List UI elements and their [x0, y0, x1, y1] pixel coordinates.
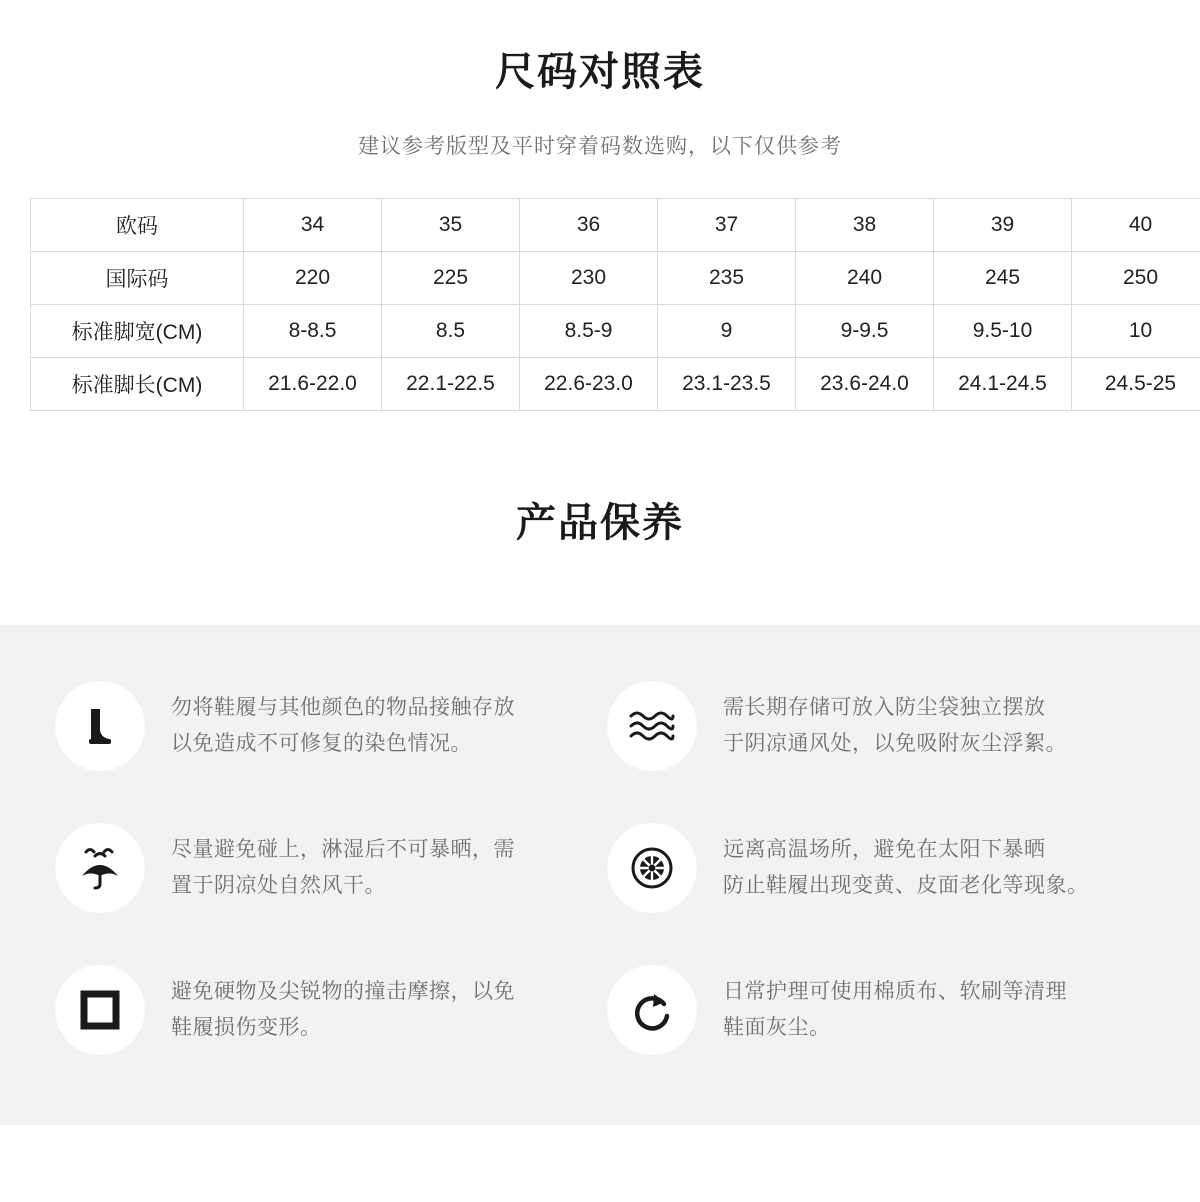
- care-title: 产品保养: [516, 501, 684, 545]
- table-cell: 8.5: [382, 305, 520, 358]
- table-row: [31, 199, 1200, 252]
- square-impact-icon: [55, 965, 145, 1055]
- table-cell: 9.5-10: [934, 305, 1072, 358]
- table-row: [31, 252, 1200, 305]
- waves-icon: [607, 681, 697, 771]
- care-text: [723, 974, 1067, 1046]
- table-cell: 23.6-24.0: [796, 358, 934, 411]
- table-cell: 8.5-9: [520, 305, 658, 358]
- table-row: [31, 305, 1200, 358]
- size-chart-subtitle: 建议参考版型及平时穿着码数选购，以下仅供参考: [358, 135, 842, 158]
- care-panel: [0, 625, 1200, 1125]
- table-row: [31, 358, 1200, 411]
- care-text: [171, 974, 515, 1046]
- table-cell: 10: [1072, 305, 1200, 358]
- care-line-1: 勿将鞋履与其他颜色的物品接触存放: [171, 695, 515, 719]
- sun-heat-icon: [607, 823, 697, 913]
- table-cell: 21.6-22.0: [244, 358, 382, 411]
- size-table-wrapper: [30, 198, 1177, 411]
- list-item: [55, 681, 593, 771]
- table-cell: 40: [1072, 199, 1200, 252]
- care-text: [171, 690, 515, 762]
- product-care-section: [0, 411, 1200, 1125]
- care-text: [171, 832, 515, 904]
- care-line-2: 鞋面灰尘。: [723, 1016, 831, 1039]
- list-item: [55, 965, 593, 1055]
- table-cell: 225: [382, 252, 520, 305]
- refresh-clean-icon: [607, 965, 697, 1055]
- table-cell: 24.1-24.5: [934, 358, 1072, 411]
- row-label: 标准脚长(CM): [31, 358, 244, 411]
- table-cell: 35: [382, 199, 520, 252]
- table-cell: 9-9.5: [796, 305, 934, 358]
- table-cell: 250: [1072, 252, 1200, 305]
- table-cell: 37: [658, 199, 796, 252]
- list-item: [607, 965, 1145, 1055]
- care-line-1: 远离高温场所，避免在太阳下暴晒: [723, 837, 1046, 861]
- care-line-1: 尽量避免碰上，淋湿后不可暴晒，需: [171, 837, 515, 861]
- size-table: [30, 198, 1200, 411]
- care-line-1: 日常护理可使用棉质布、软刷等清理: [723, 979, 1067, 1003]
- page-title: 尺码对照表: [495, 50, 705, 94]
- umbrella-rain-icon: [55, 823, 145, 913]
- table-cell: 220: [244, 252, 382, 305]
- size-chart-section: [0, 0, 1200, 411]
- row-label: 标准脚宽(CM): [31, 305, 244, 358]
- table-cell: 36: [520, 199, 658, 252]
- rain-boot-icon: [55, 681, 145, 771]
- care-line-1: 避免硬物及尖锐物的撞击摩擦，以免: [171, 979, 515, 1003]
- care-line-2: 置于阴凉处自然风干。: [171, 874, 386, 897]
- care-line-2: 于阴凉通风处，以免吸附灰尘浮絮。: [723, 732, 1067, 755]
- table-cell: 235: [658, 252, 796, 305]
- table-cell: 22.1-22.5: [382, 358, 520, 411]
- table-cell: 38: [796, 199, 934, 252]
- list-item: [607, 681, 1145, 771]
- care-line-1: 需长期存储可放入防尘袋独立摆放: [723, 695, 1046, 719]
- table-cell: 23.1-23.5: [658, 358, 796, 411]
- list-item: [55, 823, 593, 913]
- table-cell: 245: [934, 252, 1072, 305]
- table-cell: 39: [934, 199, 1072, 252]
- table-cell: 8-8.5: [244, 305, 382, 358]
- care-line-2: 防止鞋履出现变黄、皮面老化等现象。: [723, 874, 1089, 897]
- table-cell: 240: [796, 252, 934, 305]
- care-line-2: 以免造成不可修复的染色情况。: [171, 732, 472, 755]
- care-text: [723, 832, 1089, 904]
- care-text: [723, 690, 1067, 762]
- care-grid: [55, 681, 1145, 1055]
- table-cell: 230: [520, 252, 658, 305]
- list-item: [607, 823, 1145, 913]
- table-cell: 22.6-23.0: [520, 358, 658, 411]
- row-label: 国际码: [31, 252, 244, 305]
- row-label: 欧码: [31, 199, 244, 252]
- table-cell: 24.5-25: [1072, 358, 1200, 411]
- table-cell: 34: [244, 199, 382, 252]
- table-cell: 9: [658, 305, 796, 358]
- care-line-2: 鞋履损伤变形。: [171, 1016, 322, 1039]
